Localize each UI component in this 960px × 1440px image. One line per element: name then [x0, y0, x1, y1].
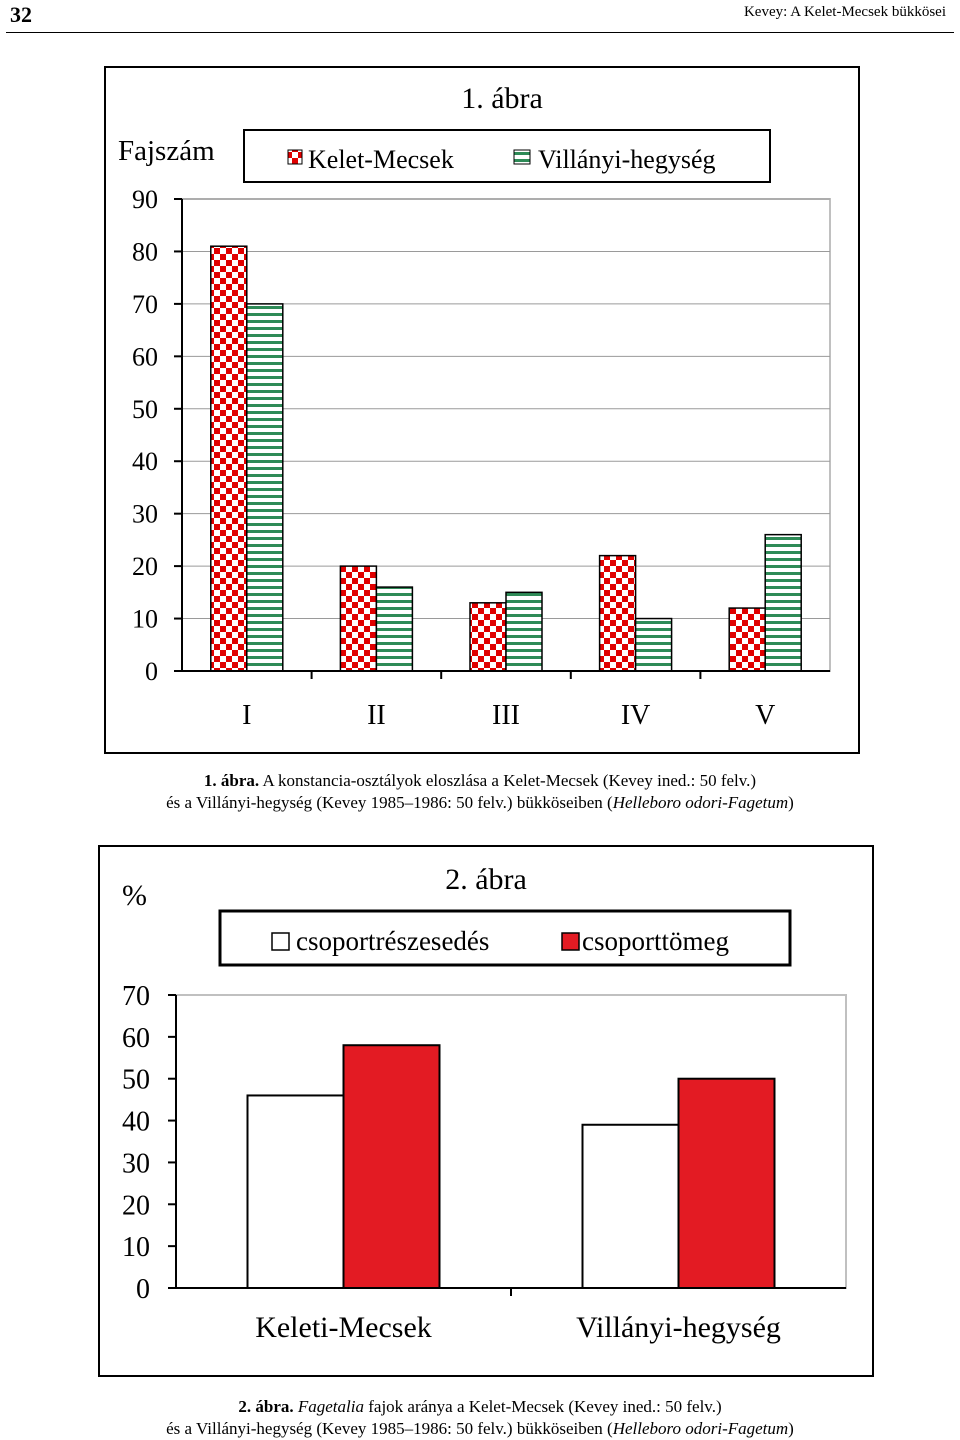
bar-kelet-mecsek-iii [470, 603, 506, 671]
y-tick-label: 30 [122, 1148, 150, 1180]
bar-kelet-mecsek-iv [600, 556, 636, 671]
bar-villanyi-hegyseg-iv [636, 619, 672, 671]
y-tick-label: 60 [122, 1022, 150, 1054]
legend-swatch-villanyi-hegyseg [514, 150, 530, 164]
figure-1-frame [104, 66, 860, 754]
bar-kelet-mecsek-v [729, 608, 765, 671]
bar-villanyi-hegyseg-i [247, 304, 283, 671]
y-tick-label: 20 [122, 1190, 150, 1222]
y-tick-label: 10 [132, 604, 158, 634]
legend-swatch-kelet-mecsek [288, 150, 302, 164]
bar-csoporttomeg-villanyi-hegyseg [679, 1079, 775, 1288]
x-tick-label: Keleti-Mecsek [255, 1311, 432, 1344]
x-tick-label: II [367, 700, 386, 731]
x-tick-label: I [242, 700, 252, 731]
figure-1-caption-prefix: és a Villányi-hegység (Kevey 1985–1986: 50 felv.) bükköseiben ( [166, 793, 613, 812]
x-tick-label: V [755, 700, 776, 731]
figure-1-caption-taxon: Helleboro odori-Fagetum [612, 793, 789, 812]
y-tick-label: 0 [145, 657, 158, 686]
y-tick-label: 70 [122, 981, 150, 1012]
figure-2-caption-label: 2. ábra. [238, 1397, 294, 1416]
figure-1-chart [106, 68, 858, 752]
bar-csoporttomeg-keleti-mecsek [344, 1045, 440, 1288]
legend-label-csoporttomeg: csoporttömeg [582, 926, 729, 956]
y-tick-label: 0 [136, 1274, 150, 1305]
y-tick-label: 30 [132, 499, 158, 529]
figure-2-caption [0, 1396, 960, 1440]
bar-kelet-mecsek-i [211, 246, 247, 671]
figure-1-caption [0, 770, 960, 814]
x-tick-label: Villányi-hegység [576, 1311, 781, 1344]
bar-villanyi-hegyseg-iii [506, 592, 542, 671]
figure-1-caption-suffix: ) [788, 793, 794, 812]
legend-label-kelet-mecsek: Kelet-Mecsek [308, 145, 454, 174]
figure-2-caption-line-1 [0, 1396, 960, 1418]
figure-1-caption-line-2 [0, 792, 960, 814]
bar-csoportreszesedes-villanyi-hegyseg [583, 1125, 679, 1288]
bar-csoportreszesedes-keleti-mecsek [248, 1095, 344, 1288]
chart-title: 1. ábra [461, 82, 543, 115]
chart-title: 2. ábra [445, 863, 527, 896]
bar-villanyi-hegyseg-ii [376, 587, 412, 671]
header-rule [6, 32, 954, 33]
y-tick-label: 50 [122, 1064, 150, 1096]
legend-label-villanyi-hegyseg: Villányi-hegység [538, 145, 716, 174]
legend-swatch-csoportreszesedes [272, 933, 289, 950]
figure-2-caption-prefix: és a Villányi-hegység (Kevey 1985–1986: 50 felv.) bükköseiben ( [166, 1419, 613, 1438]
y-tick-label: 70 [132, 289, 158, 319]
y-tick-label: 80 [132, 237, 158, 267]
figure-2-caption-suffix: ) [788, 1419, 794, 1438]
figure-1-caption-line-1 [0, 770, 960, 792]
y-tick-label: 90 [132, 185, 158, 214]
legend-swatch-csoporttomeg [562, 933, 579, 950]
figure-1-caption-label: 1. ábra. [203, 771, 260, 790]
y-axis-label: % [122, 879, 147, 912]
y-tick-label: 10 [122, 1232, 150, 1264]
running-title: Kevey: A Kelet-Mecsek bükkösei [743, 4, 946, 20]
page-number: 32 [10, 2, 32, 27]
figure-2-caption-text: fajok aránya a Kelet-Mecsek (Kevey ined.: 50 felv.) [363, 1397, 722, 1416]
y-tick-label: 60 [132, 342, 158, 372]
legend-label-csoportreszesedes: csoportrészesedés [296, 926, 490, 956]
bar-kelet-mecsek-ii [340, 566, 376, 671]
y-tick-label: 40 [122, 1106, 150, 1138]
x-tick-label: IV [620, 700, 651, 731]
figure-2-chart [100, 847, 872, 1375]
y-tick-label: 50 [132, 394, 158, 424]
figure-2-frame [98, 845, 874, 1377]
bar-villanyi-hegyseg-v [765, 535, 801, 671]
y-tick-label: 20 [132, 552, 158, 582]
figure-2-caption-line-2 [0, 1418, 960, 1440]
x-tick-label: III [492, 700, 520, 731]
figure-2-caption-taxon-2: Helleboro odori-Fagetum [612, 1419, 789, 1438]
y-tick-label: 40 [132, 447, 158, 477]
y-axis-label: Fajszám [118, 135, 215, 167]
figure-2-caption-taxon: Fagetalia [297, 1397, 364, 1416]
figure-1-caption-text: A konstancia-osztályok eloszlása a Kelet-Mecsek (Kevey ined.: 50 felv.) [259, 771, 757, 790]
